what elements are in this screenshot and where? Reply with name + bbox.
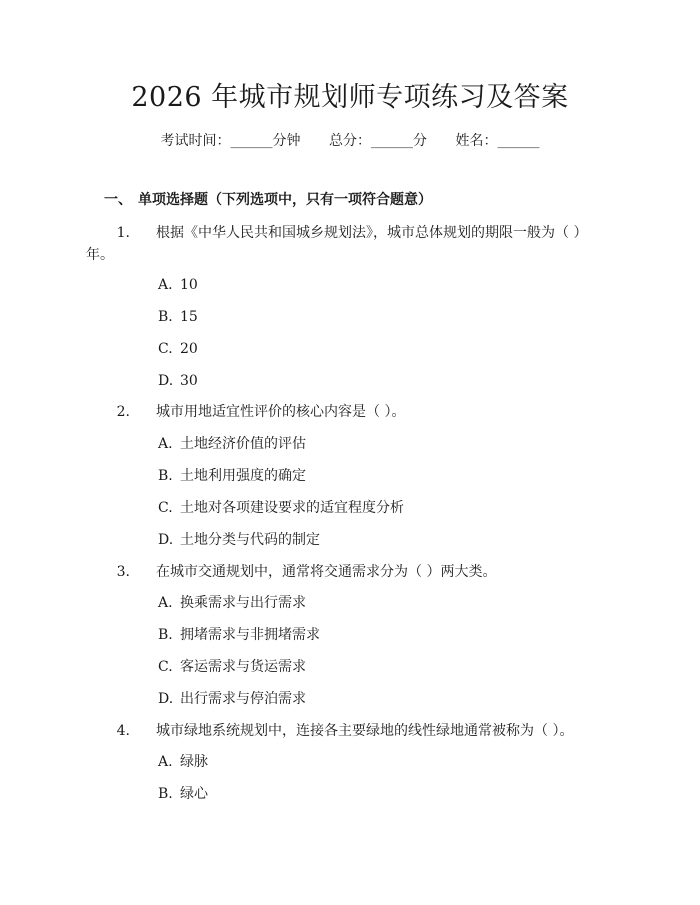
option-text: 土地分类与代码的制定 (180, 532, 320, 548)
option-letter: D. (158, 691, 174, 707)
question-number: 3. (116, 564, 130, 580)
option-text: 30 (180, 373, 198, 389)
option-letter: B. (158, 786, 173, 802)
option-1c (158, 339, 198, 359)
option-1a (158, 275, 198, 295)
total-score-field: 总分：______分 (329, 133, 427, 149)
option-4a (158, 752, 208, 772)
option-1b (158, 307, 198, 327)
option-letter: D. (158, 532, 174, 548)
option-text: 15 (180, 309, 198, 325)
option-text: 土地对各项建设要求的适宜程度分析 (180, 500, 404, 516)
name-field: 姓名：______ (455, 133, 540, 149)
question-4 (104, 720, 604, 742)
option-letter: A. (158, 436, 173, 452)
option-text: 土地利用强度的确定 (180, 468, 306, 484)
option-3a (158, 593, 306, 613)
option-text: 换乘需求与出行需求 (180, 595, 306, 611)
option-text: 20 (180, 341, 198, 357)
exam-info-line (0, 131, 700, 151)
exam-time-field: 考试时间：______分钟 (160, 133, 301, 149)
option-2b (158, 466, 306, 486)
question-1-continuation (86, 244, 586, 266)
section-number: 一、 (104, 192, 132, 208)
section-title: 单项选择题（下列选项中，只有一项符合题意） (138, 192, 432, 208)
option-text: 客运需求与货运需求 (180, 659, 306, 675)
question-number: 1. (116, 225, 130, 241)
option-text: 绿脉 (180, 754, 208, 770)
question-3 (104, 561, 604, 583)
option-text: 土地经济价值的评估 (180, 436, 306, 452)
option-letter: B. (158, 468, 173, 484)
option-letter: A. (158, 595, 173, 611)
question-1 (104, 222, 604, 244)
option-letter: D. (158, 373, 174, 389)
option-2a (158, 434, 306, 454)
option-3c (158, 657, 306, 677)
question-2 (104, 401, 604, 423)
option-text: 10 (180, 277, 198, 293)
question-text: 城市绿地系统规划中，连接各主要绿地的线性绿地通常被称为（ ）。 (156, 723, 574, 739)
option-3b (158, 625, 320, 645)
option-letter: C. (158, 659, 173, 675)
page-title: 2026 年城市规划师专项练习及答案 (131, 82, 569, 113)
option-text: 出行需求与停泊需求 (180, 691, 306, 707)
option-text: 绿心 (180, 786, 208, 802)
option-4b (158, 784, 208, 804)
option-1d (158, 371, 198, 391)
question-number: 4. (116, 723, 130, 739)
option-text: 拥堵需求与非拥堵需求 (180, 627, 320, 643)
question-text: 根据《中华人民共和国城乡规划法》，城市总体规划的期限一般为（ ） (156, 225, 588, 241)
option-letter: C. (158, 341, 173, 357)
option-2d (158, 530, 320, 550)
option-letter: C. (158, 500, 173, 516)
option-letter: A. (158, 754, 173, 770)
question-text: 在城市交通规划中，通常将交通需求分为（ ）两大类。 (156, 564, 497, 580)
question-number: 2. (116, 404, 130, 420)
option-letter: B. (158, 309, 173, 325)
section-heading (104, 190, 432, 210)
option-letter: B. (158, 627, 173, 643)
question-text: 城市用地适宜性评价的核心内容是（ ）。 (156, 404, 406, 420)
option-letter: A. (158, 277, 173, 293)
option-3d (158, 689, 306, 709)
question-text-continued: 年。 (86, 247, 114, 263)
option-2c (158, 498, 404, 518)
